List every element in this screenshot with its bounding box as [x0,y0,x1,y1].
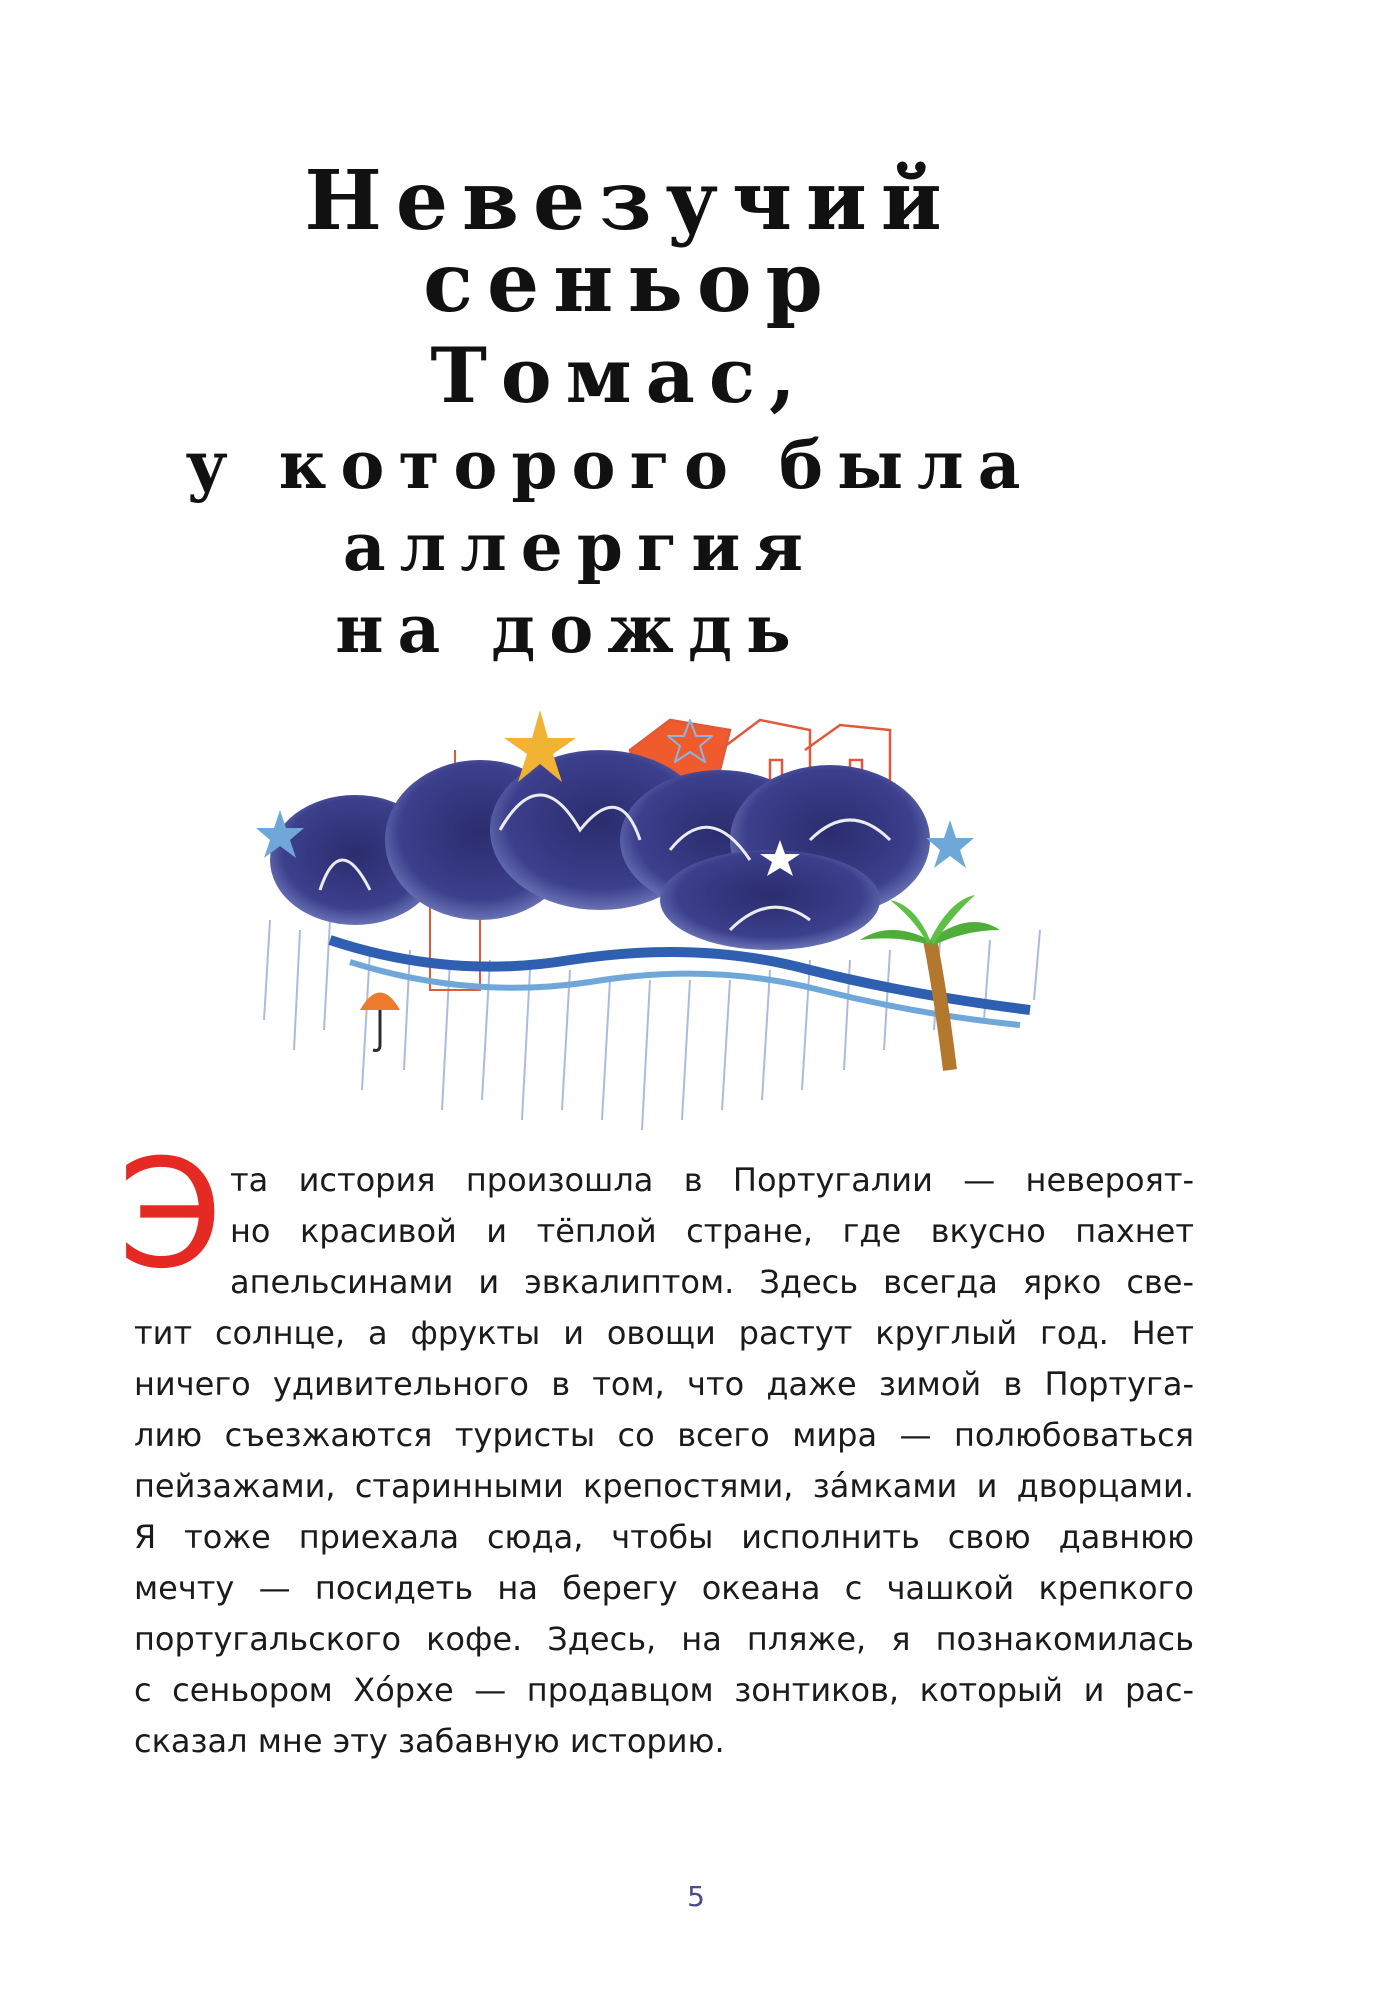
blue-star-right [926,820,974,868]
chapter-title [120,153,1120,668]
title-line-1: Невезучий сеньор [304,153,956,331]
paragraph-line: с сеньором Хо́рхе — продавцом зонтиков, который и рас- [134,1671,1194,1709]
rainy-town-illustration [250,690,1090,1130]
paragraph-line: та история произошла в Португалии — невероят- [230,1161,1194,1199]
title-line-5: на дождь [335,590,805,668]
river [330,940,1030,1025]
story-paragraph [134,1155,1194,1767]
paragraph-line: но красивой и тёплой стране, где вкусно пахнет [230,1212,1194,1250]
paragraph-line: пейзажами, старинными крепостями, за́мками и дворцами. [134,1467,1194,1505]
paragraph-line: лию съезжаются туристы со всего мира — полюбоваться [134,1416,1194,1454]
title-line-2: Томас, [430,331,810,420]
paragraph-line: сказал мне эту забавную историю. [134,1722,725,1760]
dark-clouds [270,750,930,950]
title-line-3: у которого была [185,426,1035,504]
drop-cap: Э [118,1128,223,1302]
paragraph-line: ничего удивительного в том, что даже зимой в Португа- [134,1365,1194,1403]
paragraph-line: апельсинами и эвкалиптом. Здесь всегда ярко све- [230,1263,1194,1301]
title-line-4: аллергия [342,508,818,586]
page-number: 5 [687,1880,705,1913]
paragraph-line: Я тоже приехала сюда, чтобы исполнить свою давнюю [134,1518,1194,1556]
paragraph-line: тит солнце, а фрукты и овощи растут круглый год. Нет [134,1314,1194,1352]
paragraph-line: португальского кофе. Здесь, на пляже, я познакомилась [134,1620,1194,1658]
paragraph-line: мечту — посидеть на берегу океана с чашкой крепкого [134,1569,1194,1607]
